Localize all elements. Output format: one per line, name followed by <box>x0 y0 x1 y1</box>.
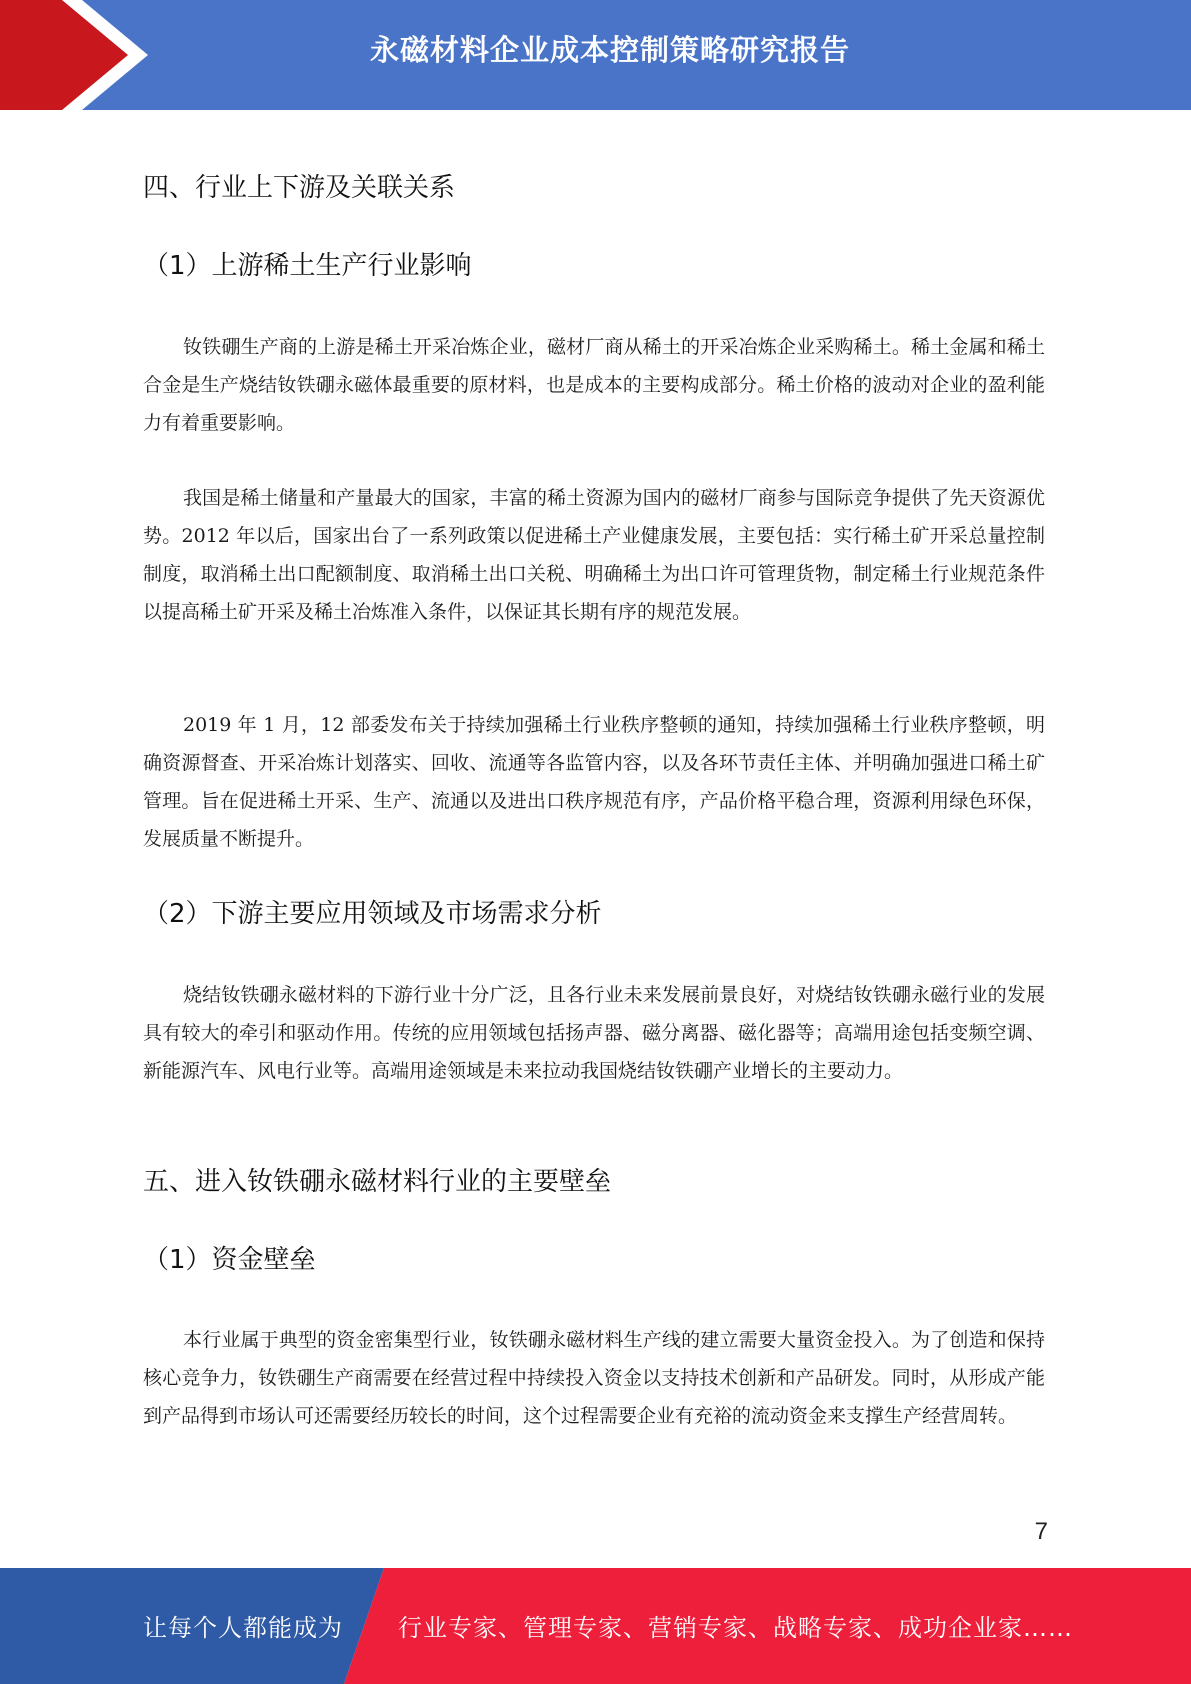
paragraph-downstream-1: 烧结钕铁硼永磁材料的下游行业十分广泛，且各行业未来发展前景良好，对烧结钕铁硼永磁行业的发展具有较大的牵引和驱动作用。传统的应用领域包括扬声器、磁分离器、磁化器等；高端用途包括变频空调、新能源汽车、风电行业等。高端用途领域是未来拉动我国烧结钕铁硼产业增长的主要动力。 <box>143 984 1045 1082</box>
section-heading-5: 五、进入钕铁硼永磁材料行业的主要壁垒 <box>143 1167 612 1197</box>
page-footer <box>0 1568 1191 1684</box>
subsection-heading-4-2: （2）下游主要应用领域及市场需求分析 <box>143 899 602 929</box>
page-number: 7 <box>1034 1518 1048 1545</box>
subsection-heading-4-1: （1）上游稀土生产行业影响 <box>143 251 472 281</box>
footer-slogan-left: 让每个人都能成为 <box>143 1614 343 1642</box>
report-title: 永磁材料企业成本控制策略研究报告 <box>369 33 850 67</box>
paragraph-upstream-2: 我国是稀土储量和产量最大的国家，丰富的稀土资源为国内的磁材厂商参与国际竞争提供了先天资源优势。2012 年以后，国家出台了一系列政策以促进稀土产业健康发展，主要包括：实行稀土矿开采总量控制制度，取消稀土出口配额制度、取消稀土出口关税、明确稀土为出口许可管理货物，制定稀土行业规范条件以提高稀土矿开采及稀土冶炼准入条件，以保证其长期有序的规范发展。 <box>143 487 1045 623</box>
paragraph-upstream-1: 钕铁硼生产商的上游是稀土开采冶炼企业，磁材厂商从稀土的开采冶炼企业采购稀土。稀土金属和稀土合金是生产烧结钕铁硼永磁体最重要的原材料，也是成本的主要构成部分。稀土价格的波动对企业的盈利能力有着重要影响。 <box>143 336 1045 434</box>
paragraph-upstream-3: 2019 年 1 月，12 部委发布关于持续加强稀土行业秩序整顿的通知，持续加强稀土行业秩序整顿，明确资源督查、开采冶炼计划落实、回收、流通等各监管内容，以及各环节责任主体、并明确加强进口稀土矿管理。旨在促进稀土开采、生产、流通以及进出口秩序规范有序，产品价格平稳合理，资源利用绿色环保，发展质量不断提升。 <box>143 714 1045 850</box>
footer-slogan-right: 行业专家、管理专家、营销专家、战略专家、成功企业家…… <box>398 1614 1073 1642</box>
page-header <box>0 0 1191 110</box>
section-heading-4: 四、行业上下游及关联关系 <box>143 173 456 203</box>
header-red-block <box>0 0 148 110</box>
paragraph-capital-barrier: 本行业属于典型的资金密集型行业，钕铁硼永磁材料生产线的建立需要大量资金投入。为了创造和保持核心竞争力，钕铁硼生产商需要在经营过程中持续投入资金以支持技术创新和产品研发。同时，从形成产能到产品得到市场认可还需要经历较长的时间，这个过程需要企业有充裕的流动资金来支撑生产经营周转。 <box>143 1329 1045 1427</box>
subsection-heading-5-1: （1）资金壁垒 <box>143 1245 316 1275</box>
